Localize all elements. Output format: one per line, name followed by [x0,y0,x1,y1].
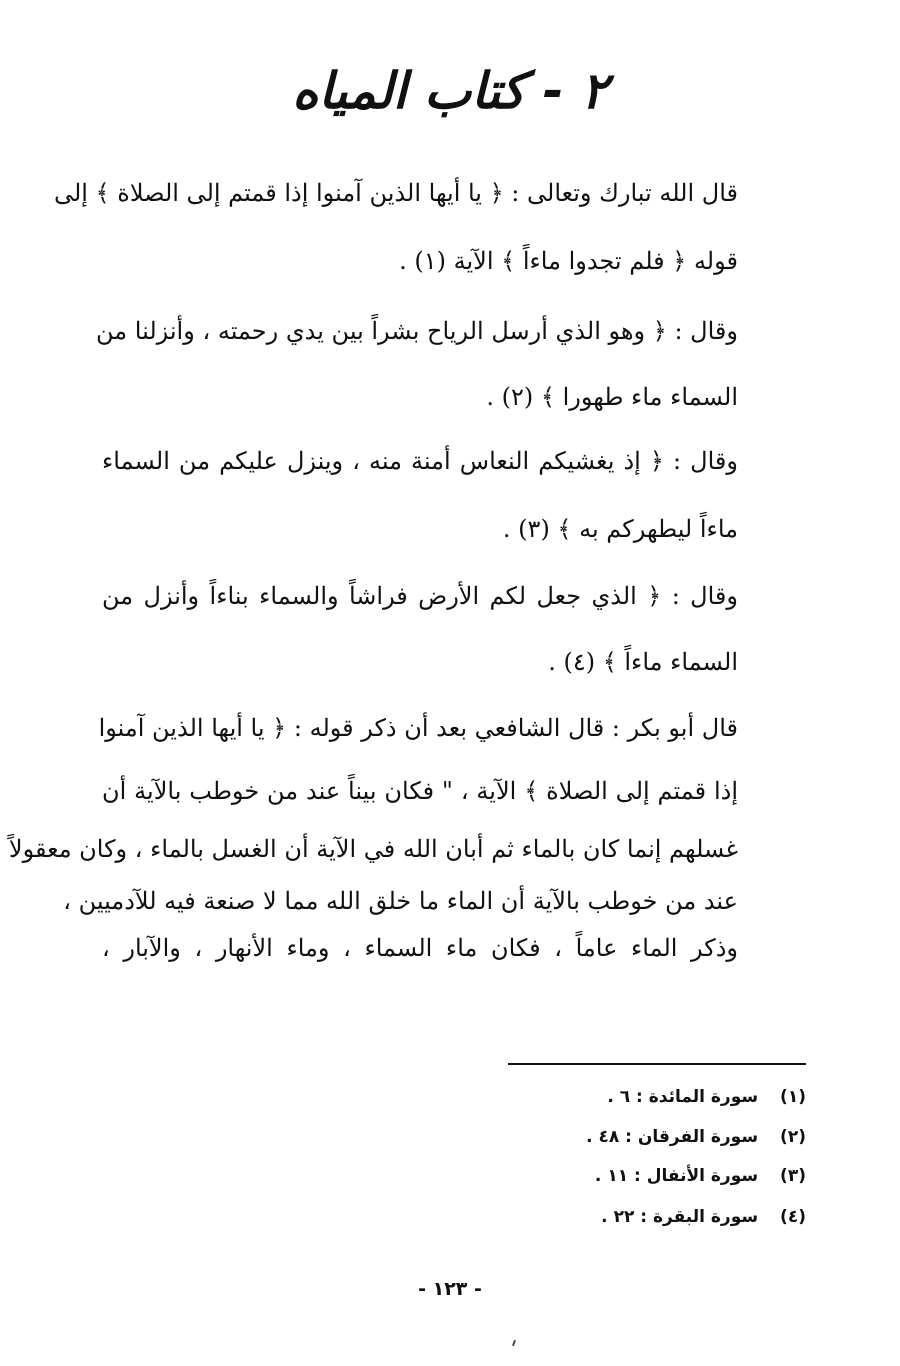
body-line: وقال : ﴿ إذ يغشيكم النعاس أمنة منه ، وينزل عليكم من السماء [102,447,738,475]
footnote-text: سورة المائدة : ٦ . [607,1087,759,1107]
footnote [506,1083,806,1111]
body-line: قوله ﴿ فلم تجدوا ماءاً ﴾ الآية (١) . [399,247,738,275]
body-line: وقال : ﴿ وهو الذي أرسل الرياح بشراً بين يدي رحمته ، وأنزلنا من [96,317,738,345]
page-number: - ١٢٣ - [418,1278,482,1300]
footnote-number: (١) [780,1087,806,1107]
footnote-text: سورة الفرقان : ٤٨ . [586,1127,759,1147]
footnote-number: (٢) [780,1127,806,1147]
body-line: غسلهم إنما كان بالماء ثم أبان الله في الآية أن الغسل بالماء ، وكان معقولاً [8,835,738,863]
body-line: قال أبو بكر : قال الشافعي بعد أن ذكر قوله : ﴿ يا أيها الذين آمنوا [98,714,738,742]
body-line: وذكر الماء عاماً ، فكان ماء السماء ، وماء الأنهار ، والآبار ، [102,934,738,962]
scan-speck [512,1340,516,1346]
footnote [506,1162,806,1190]
footnote [506,1123,806,1151]
body-line: قال الله تبارك وتعالى : ﴿ يا أيها الذين آمنوا إذا قمتم إلى الصلاة ﴾ إلى [53,179,738,207]
body-line: إذا قمتم إلى الصلاة ﴾ الآية ، " فكان بيناً عند من خوطب بالآية أن [102,777,738,805]
footnote-number: (٤) [780,1207,806,1227]
footnote-divider [508,1063,806,1065]
chapter-title: ٢ - كتاب المياه [292,62,608,120]
body-line: عند من خوطب بالآية أن الماء ما خلق الله مما لا صنعة فيه للآدميين ، [63,887,738,915]
footnote [506,1203,806,1231]
footnote-text: سورة الأنفال : ١١ . [594,1166,759,1186]
body-line: السماء ماءاً ﴾ (٤) . [548,648,738,676]
body-line: وقال : ﴿ الذي جعل لكم الأرض فراشاً والسماء بناءاً وأنزل من [102,582,738,610]
footnote-text: سورة البقرة : ٢٢ . [601,1207,759,1227]
body-line: ماءاً ليطهركم به ﴾ (٣) . [502,515,738,543]
footnote-number: (٣) [780,1166,806,1186]
body-line: السماء ماء طهورا ﴾ (٢) . [486,383,738,411]
